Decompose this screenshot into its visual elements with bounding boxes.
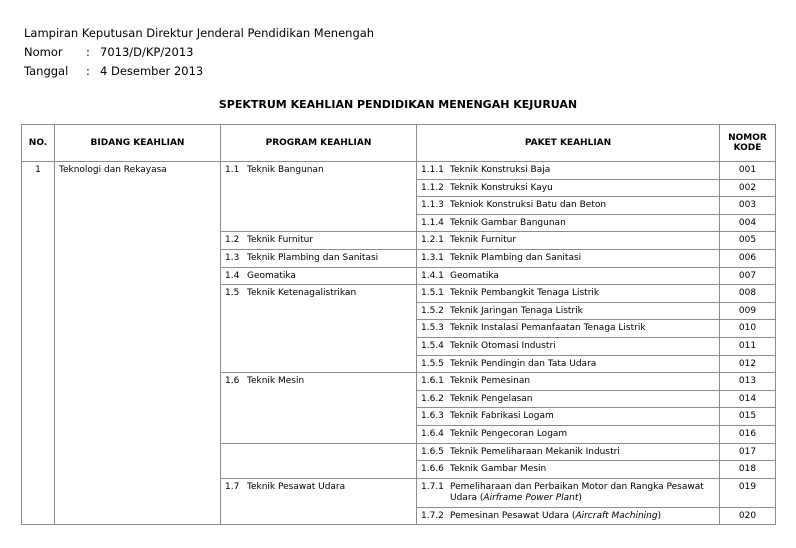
paket-num: 1.5.4 bbox=[421, 340, 444, 351]
header-paket: PAKET KEAHLIAN bbox=[417, 125, 720, 162]
kode-cell: 018 bbox=[720, 461, 776, 479]
paket-cell bbox=[417, 478, 720, 507]
paket-name: Teknik Instalasi Pemanfaatan Tenaga Listrik bbox=[450, 323, 646, 334]
paket-num: 1.6.2 bbox=[421, 393, 444, 404]
kode-cell: 005 bbox=[720, 232, 776, 250]
kode-cell: 013 bbox=[720, 373, 776, 391]
program-cell bbox=[221, 285, 417, 373]
row-no: 1 bbox=[22, 162, 55, 444]
program-cell-continued bbox=[221, 443, 417, 478]
document-title: SPEKTRUM KEAHLIAN PENDIDIKAN MENENGAH KEJURUAN bbox=[218, 98, 578, 111]
paket-name: Geomatika bbox=[450, 270, 499, 281]
paket-cell bbox=[417, 443, 720, 461]
paket-name: Teknik Gambar Mesin bbox=[450, 464, 547, 475]
kode-cell: 001 bbox=[720, 162, 776, 180]
header-kode-line2: KODE bbox=[733, 143, 762, 153]
row-no-continued bbox=[22, 443, 55, 525]
paket-name: Teknik Fabrikasi Logam bbox=[450, 411, 554, 422]
kode-cell: 011 bbox=[720, 337, 776, 355]
paket-num: 1.1.1 bbox=[421, 165, 444, 175]
paket-name-part: Pemeliharaan dan Perbaikan Motor dan Rangka Pesawat Udara ( bbox=[450, 481, 704, 503]
paket-cell bbox=[417, 162, 720, 180]
tanggal-colon: : bbox=[86, 64, 90, 78]
document-header bbox=[24, 24, 374, 81]
paket-num: 1.1.2 bbox=[421, 182, 444, 193]
paket-name: Teknik Pemeliharaan Mekanik Industri bbox=[450, 446, 620, 457]
paket-cell bbox=[417, 214, 720, 232]
program-cell bbox=[221, 478, 417, 525]
header-kode bbox=[720, 125, 776, 162]
paket-cell bbox=[417, 355, 720, 373]
kode-cell: 010 bbox=[720, 320, 776, 338]
paket-name: Teknik Pembangkit Tenaga Listrik bbox=[450, 288, 600, 299]
paket-num: 1.5.5 bbox=[421, 358, 444, 369]
program-cell bbox=[221, 249, 417, 267]
header-bidang: BIDANG KEAHLIAN bbox=[55, 125, 221, 162]
program-num: 1.4 bbox=[225, 270, 240, 281]
paket-num: 1.3.1 bbox=[421, 252, 444, 263]
program-name: Teknik Furnitur bbox=[247, 235, 314, 246]
kode-cell: 016 bbox=[720, 425, 776, 443]
paket-name: Teknik Plambing dan Sanitasi bbox=[450, 252, 582, 263]
program-name: Geomatika bbox=[247, 270, 296, 281]
kode-cell: 008 bbox=[720, 285, 776, 303]
paket-cell bbox=[417, 302, 720, 320]
paket-cell bbox=[417, 197, 720, 215]
paket-cell bbox=[417, 249, 720, 267]
paket-cell bbox=[417, 179, 720, 197]
paket-num: 1.5.2 bbox=[421, 305, 444, 316]
program-name: Teknik Pesawat Udara bbox=[247, 481, 346, 492]
paket-num: 1.6.6 bbox=[421, 464, 444, 475]
kode-cell: 007 bbox=[720, 267, 776, 285]
kode-cell: 019 bbox=[720, 478, 776, 507]
program-num: 1.5 bbox=[225, 288, 240, 299]
program-num: 1.7 bbox=[225, 481, 240, 492]
paket-name: Tekniok Konstruksi Batu dan Beton bbox=[450, 200, 607, 211]
tanggal-value: 4 Desember 2013 bbox=[100, 64, 204, 78]
paket-num: 1.1.4 bbox=[421, 217, 444, 228]
paket-cell bbox=[417, 373, 720, 391]
paket-num: 1.6.3 bbox=[421, 411, 444, 422]
paket-num: 1.5.1 bbox=[421, 288, 444, 299]
paket-name-close: ) bbox=[657, 510, 662, 521]
paket-name bbox=[450, 482, 715, 504]
tanggal-row bbox=[24, 62, 374, 81]
table-row bbox=[22, 162, 776, 180]
kode-cell: 006 bbox=[720, 249, 776, 267]
paket-cell bbox=[417, 408, 720, 426]
spektrum-table bbox=[21, 124, 776, 525]
table-row bbox=[22, 443, 776, 461]
paket-name-italic: Aircraft Machining bbox=[575, 510, 658, 521]
paket-num: 1.6.5 bbox=[421, 446, 444, 457]
paket-name: Teknik Gambar Bangunan bbox=[450, 217, 566, 228]
paket-name: Teknik Furnitur bbox=[450, 235, 517, 246]
table-header-row bbox=[22, 125, 776, 162]
kode-cell: 020 bbox=[720, 507, 776, 525]
paket-cell bbox=[417, 425, 720, 443]
program-name: Teknik Plambing dan Sanitasi bbox=[247, 252, 379, 263]
row-bidang-continued bbox=[55, 443, 221, 525]
program-num: 1.6 bbox=[225, 376, 240, 387]
paket-name: Teknik Konstruksi Kayu bbox=[450, 182, 553, 193]
paket-num: 1.6.1 bbox=[421, 376, 444, 387]
paket-num: 1.7.2 bbox=[421, 510, 444, 521]
paket-cell bbox=[417, 507, 720, 525]
nomor-label: Nomor bbox=[24, 45, 63, 59]
paket-name-part: Pemesinan Pesawat Udara ( bbox=[450, 510, 576, 521]
paket-num: 1.1.3 bbox=[421, 200, 444, 211]
paket-cell bbox=[417, 320, 720, 338]
program-num: 1.1 bbox=[225, 165, 240, 175]
kode-cell: 004 bbox=[720, 214, 776, 232]
paket-num: 1.2.1 bbox=[421, 235, 444, 246]
paket-cell bbox=[417, 267, 720, 285]
header-no: NO. bbox=[22, 125, 55, 162]
header-line1: Lampiran Keputusan Direktur Jenderal Pendidikan Menengah bbox=[24, 26, 375, 40]
program-name: Teknik Ketenagalistrikan bbox=[247, 288, 357, 299]
kode-cell: 003 bbox=[720, 197, 776, 215]
program-cell bbox=[221, 162, 417, 232]
paket-cell bbox=[417, 232, 720, 250]
kode-cell: 012 bbox=[720, 355, 776, 373]
header-kode-line1: NOMOR bbox=[728, 133, 767, 143]
program-cell bbox=[221, 373, 417, 443]
paket-cell bbox=[417, 390, 720, 408]
paket-name: Teknik Pengelasan bbox=[450, 393, 533, 404]
program-name: Teknik Bangunan bbox=[247, 165, 324, 175]
paket-num: 1.6.4 bbox=[421, 428, 444, 439]
paket-num: 1.7.1 bbox=[421, 481, 444, 492]
paket-name-italic: Airframe Power Plant bbox=[483, 492, 579, 503]
program-num: 1.2 bbox=[225, 235, 240, 246]
tanggal-label: Tanggal bbox=[24, 64, 69, 78]
row-bidang: Teknologi dan Rekayasa bbox=[55, 162, 221, 444]
nomor-row bbox=[24, 43, 374, 62]
paket-cell bbox=[417, 285, 720, 303]
kode-cell: 017 bbox=[720, 443, 776, 461]
kode-cell: 009 bbox=[720, 302, 776, 320]
header-program: PROGRAM KEAHLIAN bbox=[221, 125, 417, 162]
paket-name: Teknik Pengecoran Logam bbox=[450, 428, 568, 439]
nomor-value: 7013/D/KP/2013 bbox=[100, 45, 194, 59]
paket-num: 1.5.3 bbox=[421, 323, 444, 334]
program-cell bbox=[221, 267, 417, 285]
program-name: Teknik Mesin bbox=[247, 376, 305, 387]
paket-name: Teknik Otomasi Industri bbox=[450, 340, 556, 351]
kode-cell: 015 bbox=[720, 408, 776, 426]
paket-cell bbox=[417, 461, 720, 479]
paket-name: Teknik Konstruksi Baja bbox=[450, 165, 551, 175]
paket-wrap bbox=[421, 482, 715, 504]
paket-num: 1.4.1 bbox=[421, 270, 444, 281]
program-cell bbox=[221, 232, 417, 250]
paket-cell bbox=[417, 337, 720, 355]
paket-name: Teknik Pemesinan bbox=[450, 376, 531, 387]
paket-name: Teknik Pendingin dan Tata Udara bbox=[450, 358, 597, 369]
nomor-colon: : bbox=[86, 45, 90, 59]
paket-name: Teknik Jaringan Tenaga Listrik bbox=[450, 305, 583, 316]
kode-cell: 014 bbox=[720, 390, 776, 408]
paket-name-close: ) bbox=[578, 492, 582, 503]
kode-cell: 002 bbox=[720, 179, 776, 197]
program-num: 1.3 bbox=[225, 252, 240, 263]
